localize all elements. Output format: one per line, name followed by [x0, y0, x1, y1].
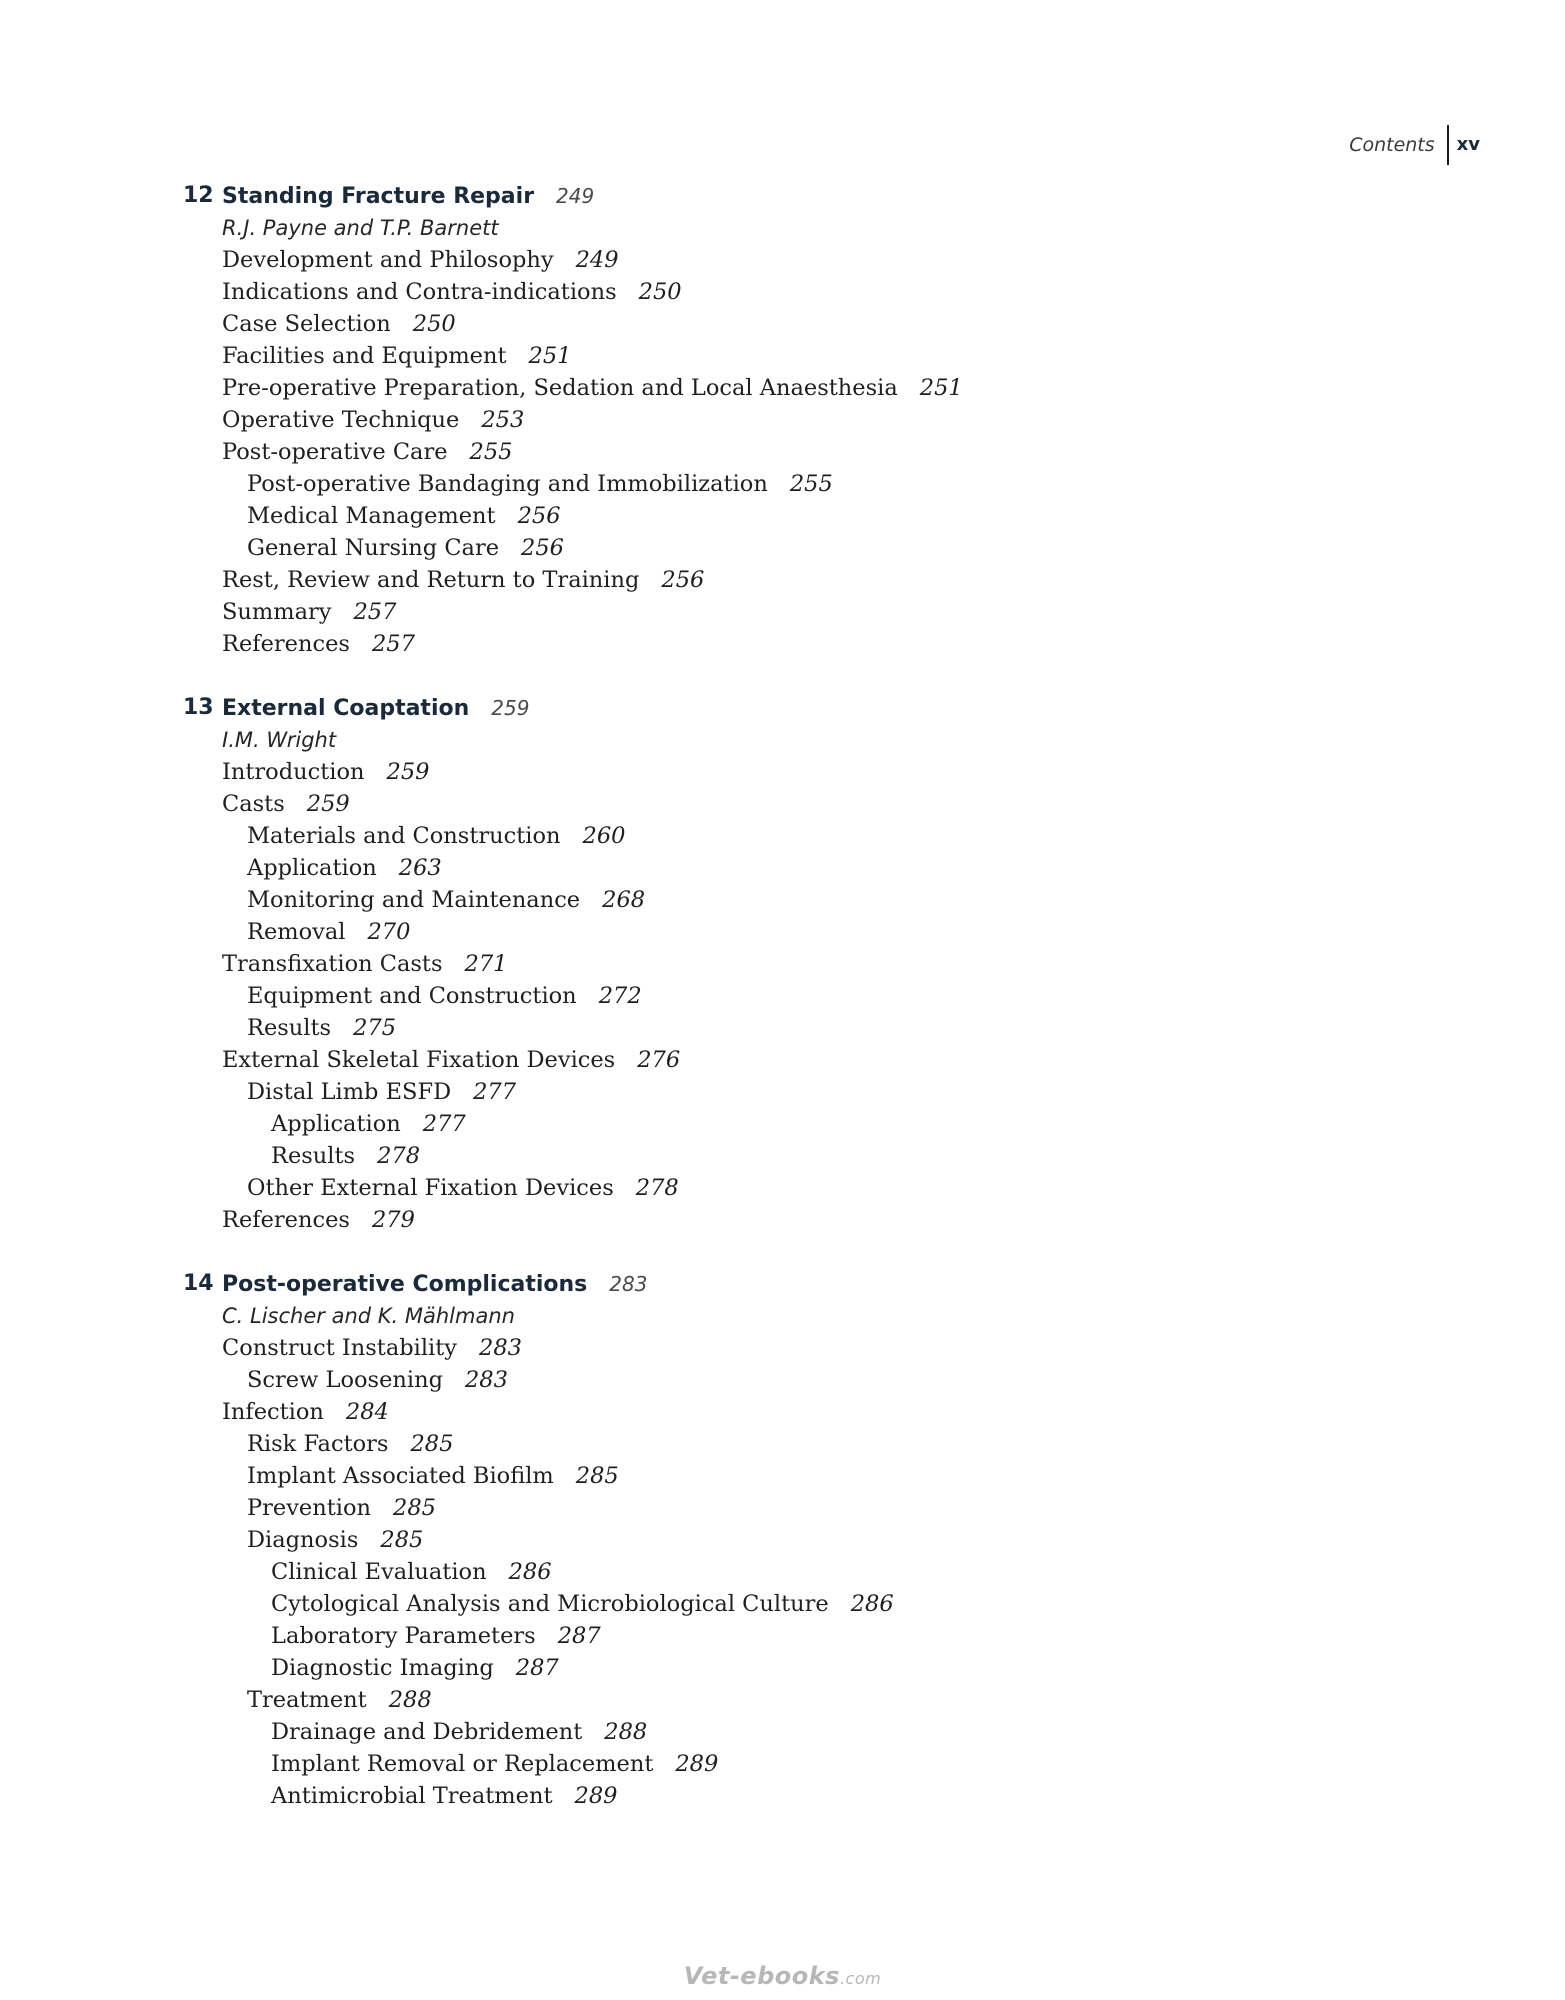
entry-title: Transfixation Casts: [222, 951, 443, 977]
entry-page: 277: [422, 1111, 466, 1137]
chapter-authors: R.J. Payne and T.P. Barnett: [222, 216, 499, 240]
entry-page: 250: [638, 279, 682, 305]
entry-title: Case Selection: [222, 311, 391, 337]
entry-page: 257: [371, 631, 415, 657]
entry-page: 256: [517, 503, 561, 529]
toc-entry[interactable]: [183, 468, 1383, 500]
running-head: [1349, 125, 1480, 165]
entry-page: 271: [464, 951, 508, 977]
entry-title: Treatment: [247, 1687, 367, 1713]
entry-title: Post-operative Care: [222, 439, 448, 465]
toc-entry[interactable]: [183, 1204, 1383, 1236]
entry-title: References: [222, 1207, 350, 1233]
chapter-heading[interactable]: [183, 692, 1383, 724]
toc-entry[interactable]: [183, 788, 1383, 820]
toc-entry[interactable]: [183, 948, 1383, 980]
entry-page: 284: [345, 1399, 389, 1425]
toc-entry[interactable]: [183, 596, 1383, 628]
entry-title: Application: [247, 855, 377, 881]
toc-entry[interactable]: [183, 308, 1383, 340]
toc-entry[interactable]: [183, 1460, 1383, 1492]
entry-title: Rest, Review and Return to Training: [222, 567, 640, 593]
entry-title: Infection: [222, 1399, 324, 1425]
entry-page: 287: [515, 1655, 559, 1681]
toc-entry[interactable]: [183, 1556, 1383, 1588]
toc-entry[interactable]: [183, 1172, 1383, 1204]
entry-page: 251: [528, 343, 572, 369]
entry-title: Construct Instability: [222, 1335, 458, 1361]
entry-page: 289: [675, 1751, 719, 1777]
entry-title: Clinical Evaluation: [271, 1559, 487, 1585]
toc-entry[interactable]: [183, 500, 1383, 532]
chapter-heading[interactable]: [183, 180, 1383, 212]
toc-entry[interactable]: [183, 372, 1383, 404]
chapter-number: 12: [183, 183, 214, 208]
entry-page: 286: [850, 1591, 894, 1617]
entry-page: 255: [469, 439, 513, 465]
toc-entry[interactable]: [183, 1428, 1383, 1460]
toc-entry[interactable]: [183, 436, 1383, 468]
entry-page: 272: [598, 983, 642, 1009]
chapter-number: 13: [183, 695, 214, 720]
chapter-block: [183, 1268, 1383, 1812]
toc-entry[interactable]: [183, 756, 1383, 788]
entry-page: 256: [661, 567, 705, 593]
toc-entry[interactable]: [183, 276, 1383, 308]
chapter-authors: C. Lischer and K. Mählmann: [222, 1304, 515, 1328]
entry-page: 278: [377, 1143, 421, 1169]
chapter-block: [183, 180, 1383, 660]
toc-entry[interactable]: [183, 820, 1383, 852]
entry-title: Other External Fixation Devices: [247, 1175, 614, 1201]
entry-page: 276: [637, 1047, 681, 1073]
toc-entry[interactable]: [183, 852, 1383, 884]
entry-page: 278: [635, 1175, 679, 1201]
entry-page: 270: [367, 919, 411, 945]
toc-entry[interactable]: [183, 1364, 1383, 1396]
entry-title: General Nursing Care: [247, 535, 500, 561]
watermark-logo: [0, 1962, 1565, 1990]
toc-entry[interactable]: [183, 404, 1383, 436]
entry-title: Equipment and Construction: [247, 983, 577, 1009]
entry-page: 277: [473, 1079, 517, 1105]
entry-title: Development and Philosophy: [222, 247, 554, 273]
toc-entry[interactable]: [183, 1396, 1383, 1428]
entry-page: 285: [410, 1431, 454, 1457]
entry-page: 287: [557, 1623, 601, 1649]
chapter-page: 249: [556, 184, 595, 208]
running-head-section: Contents: [1349, 134, 1435, 156]
entry-page: 257: [353, 599, 397, 625]
entry-title: Post-operative Bandaging and Immobilization: [247, 471, 768, 497]
toc-entry[interactable]: [183, 1108, 1383, 1140]
entry-title: Prevention: [247, 1495, 372, 1521]
entry-title: Diagnosis: [247, 1527, 359, 1553]
toc-entry[interactable]: [183, 1620, 1383, 1652]
entry-page: 255: [789, 471, 833, 497]
entry-title: Distal Limb ESFD: [247, 1079, 452, 1105]
entry-title: Drainage and Debridement: [271, 1719, 583, 1745]
chapter-title: External Coaptation: [222, 696, 470, 721]
toc-entry[interactable]: [183, 1780, 1383, 1812]
toc-entry[interactable]: [183, 980, 1383, 1012]
chapter-block: [183, 692, 1383, 1236]
toc-entry[interactable]: [183, 1012, 1383, 1044]
entry-title: Medical Management: [247, 503, 496, 529]
entry-page: 283: [479, 1335, 522, 1361]
entry-title: Implant Removal or Replacement: [271, 1751, 654, 1777]
toc-entry[interactable]: [183, 1684, 1383, 1716]
entry-page: 250: [412, 311, 456, 337]
entry-page: 285: [393, 1495, 436, 1521]
entry-title: Diagnostic Imaging: [271, 1655, 494, 1681]
entry-page: 288: [604, 1719, 648, 1745]
toc-entry[interactable]: [183, 1748, 1383, 1780]
entry-title: Removal: [247, 919, 346, 945]
entry-page: 259: [306, 791, 350, 817]
toc-entry[interactable]: [183, 1652, 1383, 1684]
entry-page: 268: [602, 887, 646, 913]
entry-title: Summary: [222, 599, 332, 625]
entry-page: 263: [398, 855, 442, 881]
entry-title: Results: [247, 1015, 332, 1041]
toc-entry[interactable]: [183, 1716, 1383, 1748]
entry-page: 285: [380, 1527, 424, 1553]
entry-title: Antimicrobial Treatment: [271, 1783, 553, 1809]
toc-entry[interactable]: [183, 1524, 1383, 1556]
entry-page: 279: [371, 1207, 415, 1233]
entry-title: Operative Technique: [222, 407, 460, 433]
entry-page: 286: [508, 1559, 552, 1585]
entry-title: Cytological Analysis and Microbiological Culture: [271, 1591, 829, 1617]
toc-entry[interactable]: [183, 532, 1383, 564]
chapter-title: Post-operative Complications: [222, 1272, 588, 1297]
entry-page: 251: [919, 375, 963, 401]
toc-entry[interactable]: [183, 1044, 1383, 1076]
entry-page: 260: [582, 823, 626, 849]
toc-entry[interactable]: [183, 1076, 1383, 1108]
chapter-title: Standing Fracture Repair: [222, 184, 535, 209]
entry-title: Implant Associated Biofilm: [247, 1463, 554, 1489]
entry-page: 289: [574, 1783, 618, 1809]
chapter-page: 283: [609, 1272, 648, 1296]
page-number: xv: [1456, 134, 1480, 155]
toc-entry[interactable]: [183, 1492, 1383, 1524]
table-of-contents: [183, 180, 1383, 1844]
chapter-page: 259: [491, 696, 530, 720]
entry-page: 288: [388, 1687, 432, 1713]
chapter-number: 14: [183, 1271, 214, 1296]
watermark-tld: .com: [839, 1969, 882, 1988]
chapter-authors: I.M. Wright: [222, 728, 337, 752]
toc-entry[interactable]: [183, 1332, 1383, 1364]
entry-title: Materials and Construction: [247, 823, 561, 849]
entry-title: Casts: [222, 791, 285, 817]
toc-entry[interactable]: [183, 628, 1383, 660]
chapter-heading[interactable]: [183, 1268, 1383, 1300]
entry-title: Facilities and Equipment: [222, 343, 507, 369]
toc-entry[interactable]: [183, 1140, 1383, 1172]
entry-page: 275: [353, 1015, 397, 1041]
entry-page: 249: [575, 247, 619, 273]
entry-title: Results: [271, 1143, 356, 1169]
entry-page: 283: [464, 1367, 508, 1393]
toc-entry[interactable]: [183, 244, 1383, 276]
toc-entry[interactable]: [183, 916, 1383, 948]
toc-entry[interactable]: [183, 884, 1383, 916]
entry-title: Laboratory Parameters: [271, 1623, 536, 1649]
watermark-text: Vet-ebooks: [683, 1962, 840, 1990]
entry-title: Introduction: [222, 759, 365, 785]
entry-title: Pre-operative Preparation, Sedation and Local Anaesthesia: [222, 375, 898, 401]
toc-entry[interactable]: [183, 1588, 1383, 1620]
entry-title: References: [222, 631, 350, 657]
entry-title: Screw Loosening: [247, 1367, 443, 1393]
entry-page: 256: [521, 535, 564, 561]
entry-page: 259: [386, 759, 430, 785]
toc-entry[interactable]: [183, 340, 1383, 372]
entry-page: 253: [481, 407, 525, 433]
entry-title: Risk Factors: [247, 1431, 389, 1457]
toc-entry[interactable]: [183, 564, 1383, 596]
entry-page: 285: [575, 1463, 619, 1489]
entry-title: External Skeletal Fixation Devices: [222, 1047, 616, 1073]
entry-title: Monitoring and Maintenance: [247, 887, 581, 913]
entry-title: Indications and Contra-indications: [222, 279, 617, 305]
entry-title: Application: [271, 1111, 401, 1137]
